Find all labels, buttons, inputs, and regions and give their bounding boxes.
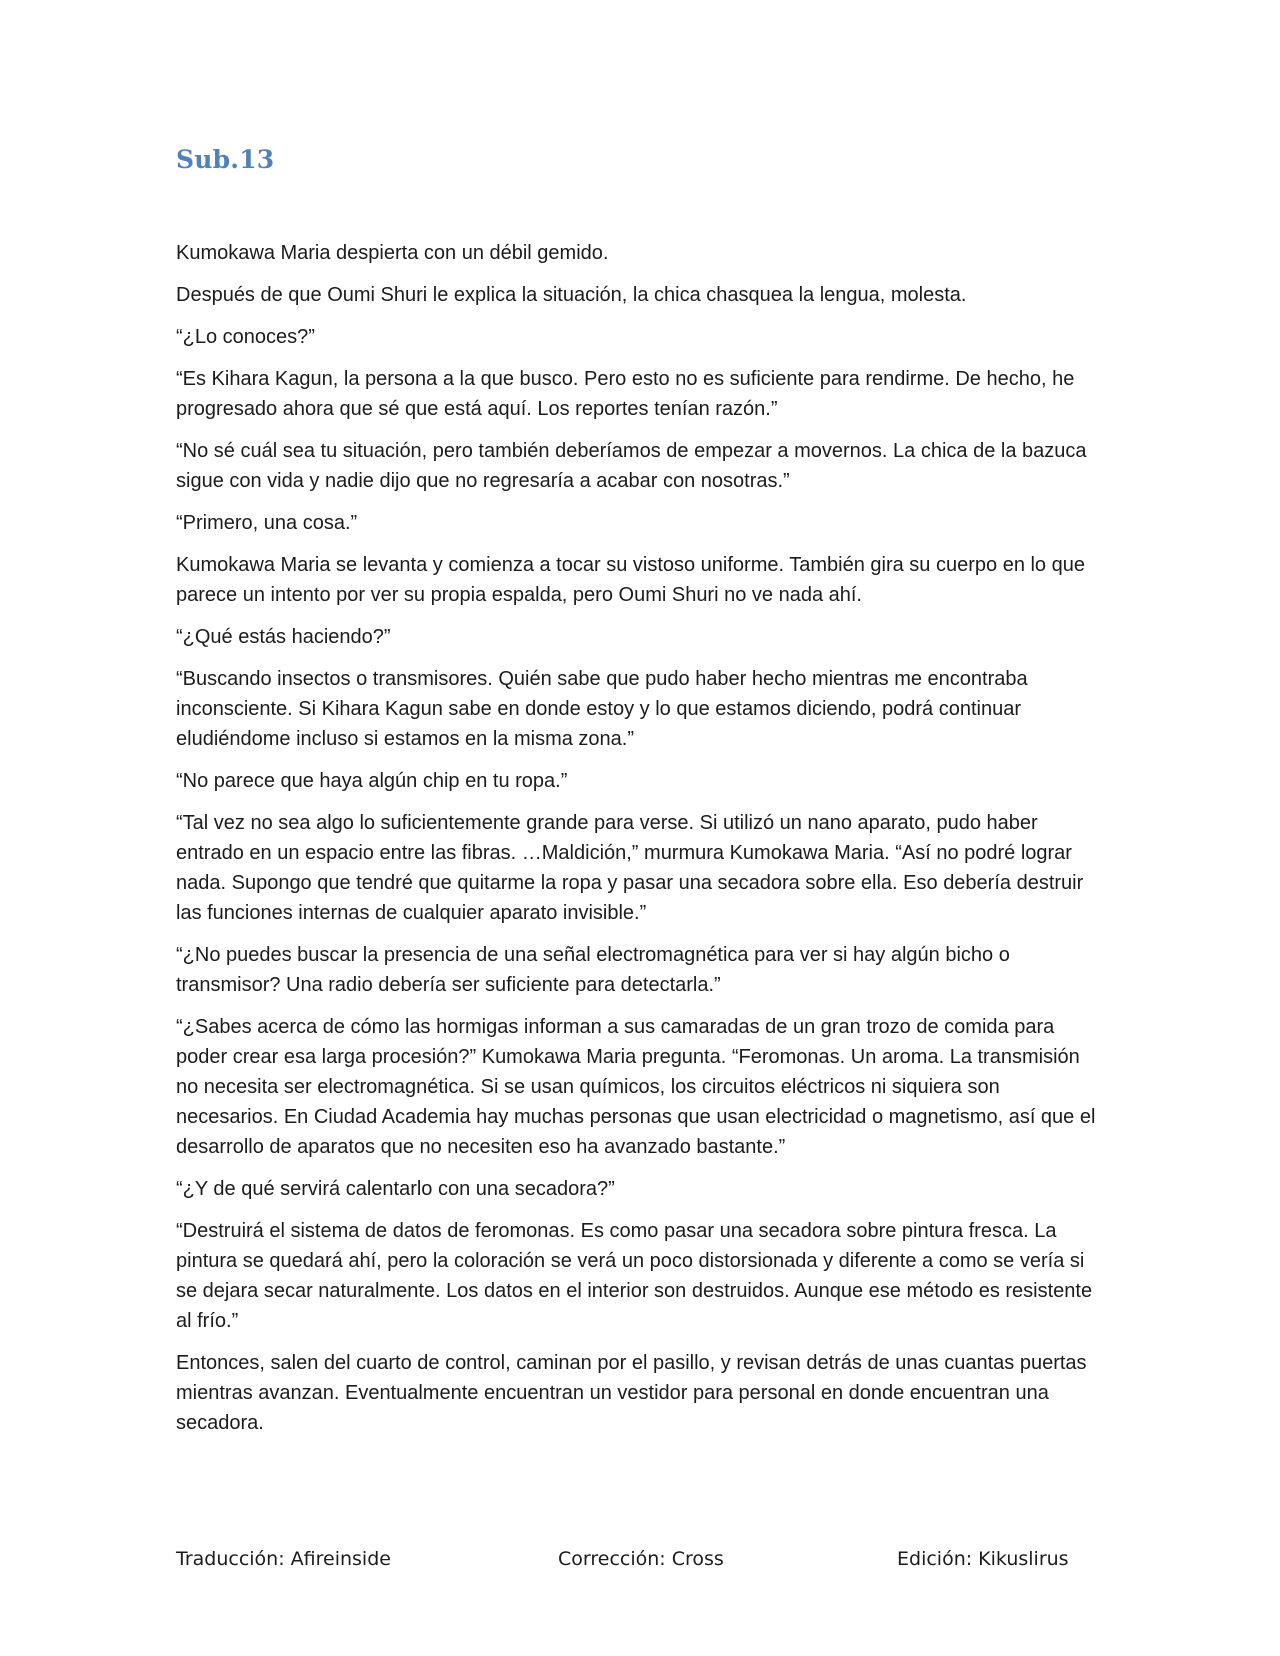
footer-edition-credit: Edición: Kikuslirus [897,1548,1069,1570]
paragraph: “No sé cuál sea tu situación, pero también deberíamos de empezar a movernos. La chica de la bazuca sigue con vida y nadie dijo que no regresaría a acabar con nosotras.” [176,440,1087,492]
body-text [176,238,1106,1450]
paragraph: “Es Kihara Kagun, la persona a la que busco. Pero esto no es suficiente para rendirme. De hecho, he progresado ahora que sé que está aquí. Los reportes tenían razón.” [176,368,1075,420]
paragraph: “Tal vez no sea algo lo suficientemente grande para verse. Si utilizó un nano aparato, pudo haber entrado en un espacio entre las fibras. …Maldición,” murmura Kumokawa Maria. “Así no podré lograr nada. Supongo que tendré que quitarme la ropa y pasar una secadora sobre ella. Eso debería destruir las funciones internas de cualquier aparato invisible.” [176,812,1084,924]
paragraph: “No parece que haya algún chip en tu ropa.” [176,770,568,792]
footer-correction-credit: Corrección: Cross [558,1548,724,1570]
paragraph: “¿No puedes buscar la presencia de una señal electromagnética para ver si hay algún bicho o transmisor? Una radio debería ser suficiente para detectarla.” [176,944,1010,996]
page-footer [176,1548,1076,1578]
paragraph: “Primero, una cosa.” [176,512,358,534]
paragraph: “Buscando insectos o transmisores. Quién sabe que pudo haber hecho mientras me encontraba inconsciente. Si Kihara Kagun sabe en donde estoy y lo que estamos diciendo, podrá continuar eludiéndome incluso si estamos en la misma zona.” [176,668,1028,750]
paragraph: Después de que Oumi Shuri le explica la situación, la chica chasquea la lengua, molesta. [176,284,967,306]
paragraph: Entonces, salen del cuarto de control, caminan por el pasillo, y revisan detrás de unas cuantas puertas mientras avanzan. Eventualmente encuentran un vestidor para personal en donde encuentran una secadora. [176,1352,1087,1434]
paragraph: Kumokawa Maria se levanta y comienza a tocar su vistoso uniforme. También gira su cuerpo en lo que parece un intento por ver su propia espalda, pero Oumi Shuri no ve nada ahí. [176,554,1085,606]
paragraph: “¿Lo conoces?” [176,326,315,348]
paragraph: “Destruirá el sistema de datos de feromonas. Es como pasar una secadora sobre pintura fresca. La pintura se quedará ahí, pero la coloración se verá un poco distorsionada y diferente a como se vería si se dejara secar naturalmente. Los datos en el interior son destruidos. Aunque ese método es resistente al frío.” [176,1220,1093,1332]
paragraph: Kumokawa Maria despierta con un débil gemido. [176,242,609,264]
paragraph: “¿Qué estás haciendo?” [176,626,391,648]
section-heading: Sub.13 [176,145,275,174]
paragraph: “¿Y de qué servirá calentarlo con una secadora?” [176,1178,615,1200]
paragraph: “¿Sabes acerca de cómo las hormigas informan a sus camaradas de un gran trozo de comida para poder crear esa larga procesión?” Kumokawa Maria pregunta. “Feromonas. Un aroma. La transmisión no necesita ser electromagnética. Si se usan químicos, los circuitos eléctricos ni siquiera son necesarios. En Ciudad Academia hay muchas personas que usan electricidad o magnetismo, así que el desarrollo de aparatos que no necesiten eso ha avanzado bastante.” [176,1016,1096,1158]
footer-translation-credit: Traducción: Afireinside [176,1548,391,1570]
